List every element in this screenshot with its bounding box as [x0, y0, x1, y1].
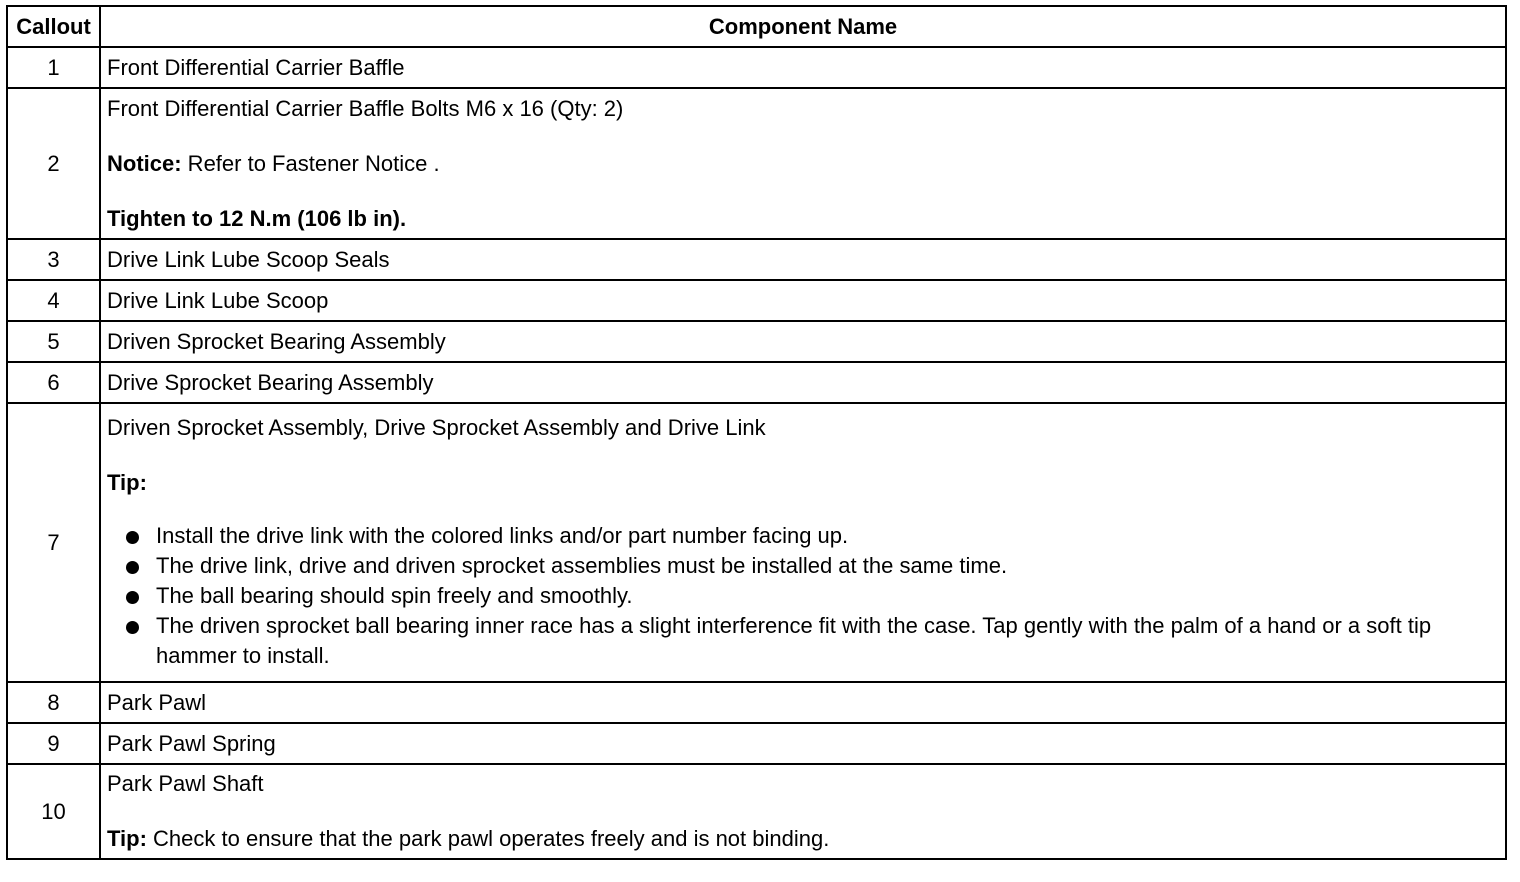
table-row — [7, 403, 1506, 682]
component-table-container — [6, 5, 1507, 860]
notice-line — [107, 151, 1499, 177]
table-row — [7, 362, 1506, 403]
component-name-cell: Drive Link Lube Scoop Seals — [100, 239, 1506, 280]
component-name-cell: Drive Sprocket Bearing Assembly — [100, 362, 1506, 403]
tip-item: Install the drive link with the colored links and/or part number facing up. — [123, 521, 1499, 551]
table-row — [7, 321, 1506, 362]
component-name-cell — [100, 88, 1506, 239]
component-name: Driven Sprocket Assembly, Drive Sprocket Assembly and Drive Link — [107, 414, 766, 440]
callout-cell: 4 — [7, 280, 100, 321]
notice-label: Notice: — [107, 150, 182, 176]
callout-header: Callout — [7, 6, 100, 47]
tip-item: The driven sprocket ball bearing inner race has a slight interference fit with the case. Tap gently with the palm of a hand or a soft tip hammer to install. — [123, 611, 1499, 671]
table-row — [7, 47, 1506, 88]
bullet-icon — [126, 591, 139, 604]
callout-cell: 10 — [7, 764, 100, 859]
tip-list — [107, 521, 1499, 671]
tip-label: Tip: — [107, 469, 147, 495]
torque-spec: Tighten to 12 N.m (106 lb in). — [107, 205, 407, 231]
callout-cell: 3 — [7, 239, 100, 280]
component-name-cell: Park Pawl Spring — [100, 723, 1506, 764]
callout-cell: 9 — [7, 723, 100, 764]
component-name-cell: Front Differential Carrier Baffle — [100, 47, 1506, 88]
notice-text: Refer to Fastener Notice . — [181, 150, 440, 176]
callout-cell: 5 — [7, 321, 100, 362]
tip-text: Check to ensure that the park pawl operates freely and is not binding. — [146, 826, 830, 851]
component-name-cell: Park Pawl — [100, 682, 1506, 723]
callout-cell: 1 — [7, 47, 100, 88]
component-name-cell — [100, 403, 1506, 682]
table-row — [7, 88, 1506, 239]
table-row — [7, 723, 1506, 764]
component-name-cell: Driven Sprocket Bearing Assembly — [100, 321, 1506, 362]
tip-line — [107, 826, 1499, 852]
table-row — [7, 280, 1506, 321]
table-row — [7, 239, 1506, 280]
bullet-icon — [126, 561, 139, 574]
table-row — [7, 682, 1506, 723]
callout-cell: 2 — [7, 88, 100, 239]
header-row — [7, 6, 1506, 47]
callout-cell: 8 — [7, 682, 100, 723]
tip-label: Tip: — [107, 826, 147, 851]
component-name: Park Pawl Shaft — [107, 771, 264, 796]
bullet-icon — [126, 621, 139, 634]
component-name-cell: Drive Link Lube Scoop — [100, 280, 1506, 321]
table-row — [7, 764, 1506, 859]
component-name-cell — [100, 764, 1506, 859]
callout-cell: 6 — [7, 362, 100, 403]
bullet-icon — [126, 531, 139, 544]
component-table — [6, 5, 1507, 860]
component-name-header: Component Name — [100, 6, 1506, 47]
tip-item: The ball bearing should spin freely and smoothly. — [123, 581, 1499, 611]
component-name: Front Differential Carrier Baffle Bolts M6 x 16 (Qty: 2) — [107, 95, 624, 121]
callout-cell: 7 — [7, 403, 100, 682]
tip-item: The drive link, drive and driven sprocket assemblies must be installed at the same time. — [123, 551, 1499, 581]
